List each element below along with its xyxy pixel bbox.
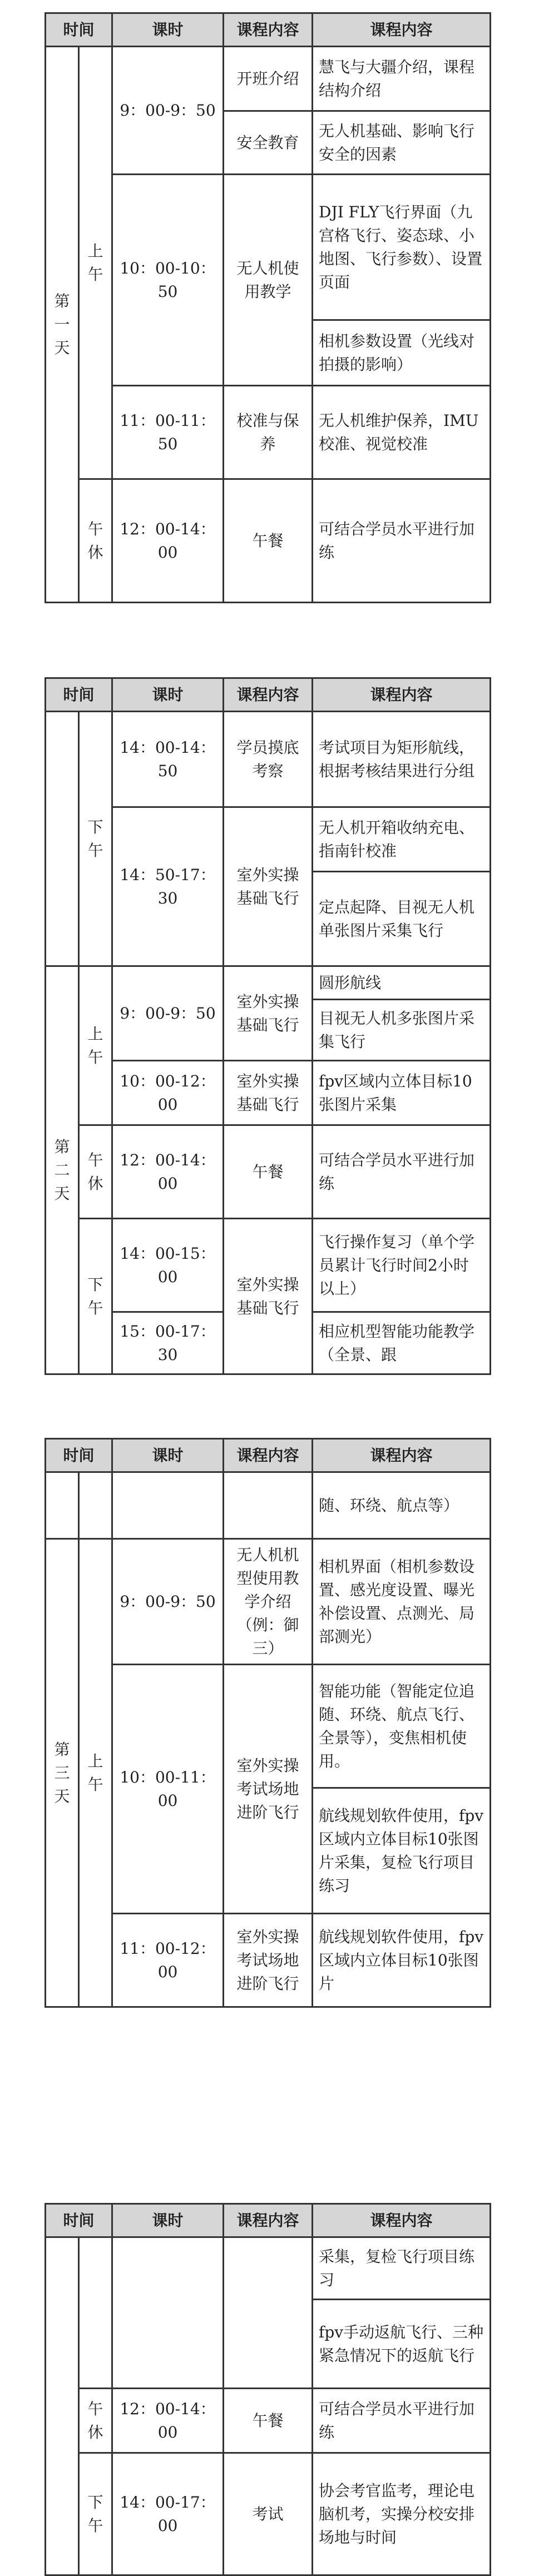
course-cell: 室外实操基础飞行 xyxy=(224,966,313,1061)
half-label-noon: 午休 xyxy=(79,479,112,603)
time-cell: 10：00-12：00 xyxy=(112,1061,224,1125)
content-cell: 相机参数设置（光线对拍摄的影响） xyxy=(313,320,491,386)
header-period: 课时 xyxy=(112,13,224,47)
header-time: 时间 xyxy=(46,678,112,712)
time-cell: 12：00-14：00 xyxy=(112,479,224,603)
table-row xyxy=(46,47,491,111)
course-cell: 学员摸底考察 xyxy=(224,712,313,807)
header-row xyxy=(46,1439,491,1472)
time-cell xyxy=(112,2237,224,2389)
table-row xyxy=(46,1125,491,1219)
day-label: 第一天 xyxy=(46,47,79,603)
time-cell: 11：00-12：00 xyxy=(112,1914,224,2007)
time-cell: 14：00-15：00 xyxy=(112,1219,224,1312)
schedule-table-1 xyxy=(44,12,491,603)
content-cell: 相应机型智能功能教学（全景、跟 xyxy=(313,1312,491,1374)
time-cell: 12：00-14：00 xyxy=(112,1125,224,1219)
day-label-continued xyxy=(46,1472,79,1539)
course-cell: 安全教育 xyxy=(224,111,313,175)
half-label-pm: 下午 xyxy=(79,2453,112,2575)
half-label-pm: 下午 xyxy=(79,1219,112,1374)
course-cell: 午餐 xyxy=(224,1125,313,1219)
header-row xyxy=(46,2204,491,2237)
time-cell: 9：00-9：50 xyxy=(112,47,224,175)
table-row xyxy=(46,2389,491,2453)
half-label-am: 上午 xyxy=(79,47,112,479)
table-row xyxy=(46,479,491,603)
day-label-continued xyxy=(46,712,79,966)
header-time: 时间 xyxy=(46,2204,112,2237)
course-cell: 无人机使用教学 xyxy=(224,175,313,386)
content-cell: 可结合学员水平进行加练 xyxy=(313,1125,491,1219)
course-cell: 室外实操考试场地进阶飞行 xyxy=(224,1665,313,1914)
schedule-table-4 xyxy=(44,2203,491,2576)
table-row xyxy=(46,1914,491,2007)
table-row xyxy=(46,2453,491,2575)
schedule-section-2 xyxy=(44,677,490,1375)
course-cell xyxy=(224,1472,313,1539)
header-content: 课程内容 xyxy=(313,2204,491,2237)
header-course: 课程内容 xyxy=(224,2204,313,2237)
content-cell: 无人机开箱收纳充电、指南针校准 xyxy=(313,807,491,872)
schedule-section-3 xyxy=(44,1438,490,2008)
day-label: 第三天 xyxy=(46,1539,79,2007)
header-course: 课程内容 xyxy=(224,678,313,712)
table-row xyxy=(46,1539,491,1665)
course-cell: 午餐 xyxy=(224,2389,313,2453)
content-cell: 无人机基础、影响飞行安全的因素 xyxy=(313,111,491,175)
course-cell: 室外实操基础飞行 xyxy=(224,807,313,966)
schedule-section-1 xyxy=(44,12,490,603)
content-cell: 航线规划软件使用，fpv区域内立体目标10张图片 xyxy=(313,1914,491,2007)
header-period: 课时 xyxy=(112,1439,224,1472)
content-cell: DJI FLY飞行界面（九宫格飞行、姿态球、小地图、飞行参数）、设置页面 xyxy=(313,175,491,320)
half-label-continued xyxy=(79,2237,112,2389)
course-cell: 无人机机型使用教学介绍（例：御三） xyxy=(224,1539,313,1665)
content-cell: 智能功能（智能定位追随、环绕、航点飞行、全景等），变焦相机使用。 xyxy=(313,1665,491,1788)
time-cell: 11：00-11：50 xyxy=(112,386,224,479)
table-row xyxy=(46,2237,491,2300)
header-period: 课时 xyxy=(112,2204,224,2237)
header-row xyxy=(46,13,491,47)
content-cell: 相机界面（相机参数设置、感光度设置、曝光补偿设置、点测光、局部测光） xyxy=(313,1539,491,1665)
day-label-continued xyxy=(46,2237,79,2575)
schedule-table-3 xyxy=(44,1438,491,2008)
course-cell: 室外实操基础飞行 xyxy=(224,1061,313,1125)
header-content: 课程内容 xyxy=(313,13,491,47)
table-row xyxy=(46,712,491,807)
table-row xyxy=(46,175,491,320)
course-cell xyxy=(224,2237,313,2389)
content-cell: 定点起降、目视无人机单张图片采集飞行 xyxy=(313,872,491,966)
header-course: 课程内容 xyxy=(224,13,313,47)
course-cell: 校准与保养 xyxy=(224,386,313,479)
content-cell: 飞行操作复习（单个学员累计飞行时间2小时以上） xyxy=(313,1219,491,1312)
course-cell: 开班介绍 xyxy=(224,47,313,111)
content-cell: 随、环绕、航点等） xyxy=(313,1472,491,1539)
content-cell: 圆形航线 xyxy=(313,966,491,1000)
table-row xyxy=(46,386,491,479)
course-cell: 考试 xyxy=(224,2453,313,2575)
content-cell: 可结合学员水平进行加练 xyxy=(313,479,491,603)
content-cell: 航线规划软件使用，fpv区域内立体目标10张图片采集，复检飞行项目练习 xyxy=(313,1788,491,1914)
time-cell: 10：00-11：00 xyxy=(112,1665,224,1914)
day-label: 第二天 xyxy=(46,966,79,1374)
time-cell: 12：00-14：00 xyxy=(112,2389,224,2453)
table-row xyxy=(46,807,491,872)
table-row xyxy=(46,1219,491,1312)
course-cell: 室外实操考试场地进阶飞行 xyxy=(224,1914,313,2007)
header-content: 课程内容 xyxy=(313,678,491,712)
content-cell: 无人机维护保养，IMU校准、视觉校准 xyxy=(313,386,491,479)
content-cell: 考试项目为矩形航线，根据考核结果进行分组 xyxy=(313,712,491,807)
half-label-pm: 下午 xyxy=(79,712,112,966)
time-cell: 15：00-17：30 xyxy=(112,1312,224,1374)
header-content: 课程内容 xyxy=(313,1439,491,1472)
table-row xyxy=(46,966,491,1000)
course-cell: 室外实操基础飞行 xyxy=(224,1219,313,1374)
half-label-noon: 午休 xyxy=(79,2389,112,2453)
time-cell: 14：50-17：30 xyxy=(112,807,224,966)
time-cell: 10：00-10：50 xyxy=(112,175,224,386)
header-row xyxy=(46,678,491,712)
table-row xyxy=(46,1061,491,1125)
half-label-am: 上午 xyxy=(79,966,112,1125)
half-label-continued xyxy=(79,1472,112,1539)
content-cell: 慧飞与大疆介绍，课程结构介绍 xyxy=(313,47,491,111)
content-cell: 可结合学员水平进行加练 xyxy=(313,2389,491,2453)
schedule-table-2 xyxy=(44,677,491,1375)
content-cell: 目视无人机多张图片采集飞行 xyxy=(313,1000,491,1061)
header-time: 时间 xyxy=(46,13,112,47)
header-period: 课时 xyxy=(112,678,224,712)
schedule-section-4 xyxy=(44,2203,490,2576)
content-cell: fpv手动返航飞行、三种紧急情况下的返航飞行 xyxy=(313,2300,491,2389)
course-cell: 午餐 xyxy=(224,479,313,603)
table-row xyxy=(46,1472,491,1539)
time-cell: 9：00-9：50 xyxy=(112,966,224,1061)
time-cell xyxy=(112,1472,224,1539)
time-cell: 14：00-14：50 xyxy=(112,712,224,807)
table-row xyxy=(46,1665,491,1788)
header-time: 时间 xyxy=(46,1439,112,1472)
time-cell: 14：00-17：00 xyxy=(112,2453,224,2575)
half-label-am: 上午 xyxy=(79,1539,112,2007)
time-cell: 9：00-9：50 xyxy=(112,1539,224,1665)
half-label-noon: 午休 xyxy=(79,1125,112,1219)
header-course: 课程内容 xyxy=(224,1439,313,1472)
content-cell: 采集，复检飞行项目练习 xyxy=(313,2237,491,2300)
content-cell: fpv区域内立体目标10张图片采集 xyxy=(313,1061,491,1125)
content-cell: 协会考官监考，理论电脑机考，实操分校安排场地与时间 xyxy=(313,2453,491,2575)
